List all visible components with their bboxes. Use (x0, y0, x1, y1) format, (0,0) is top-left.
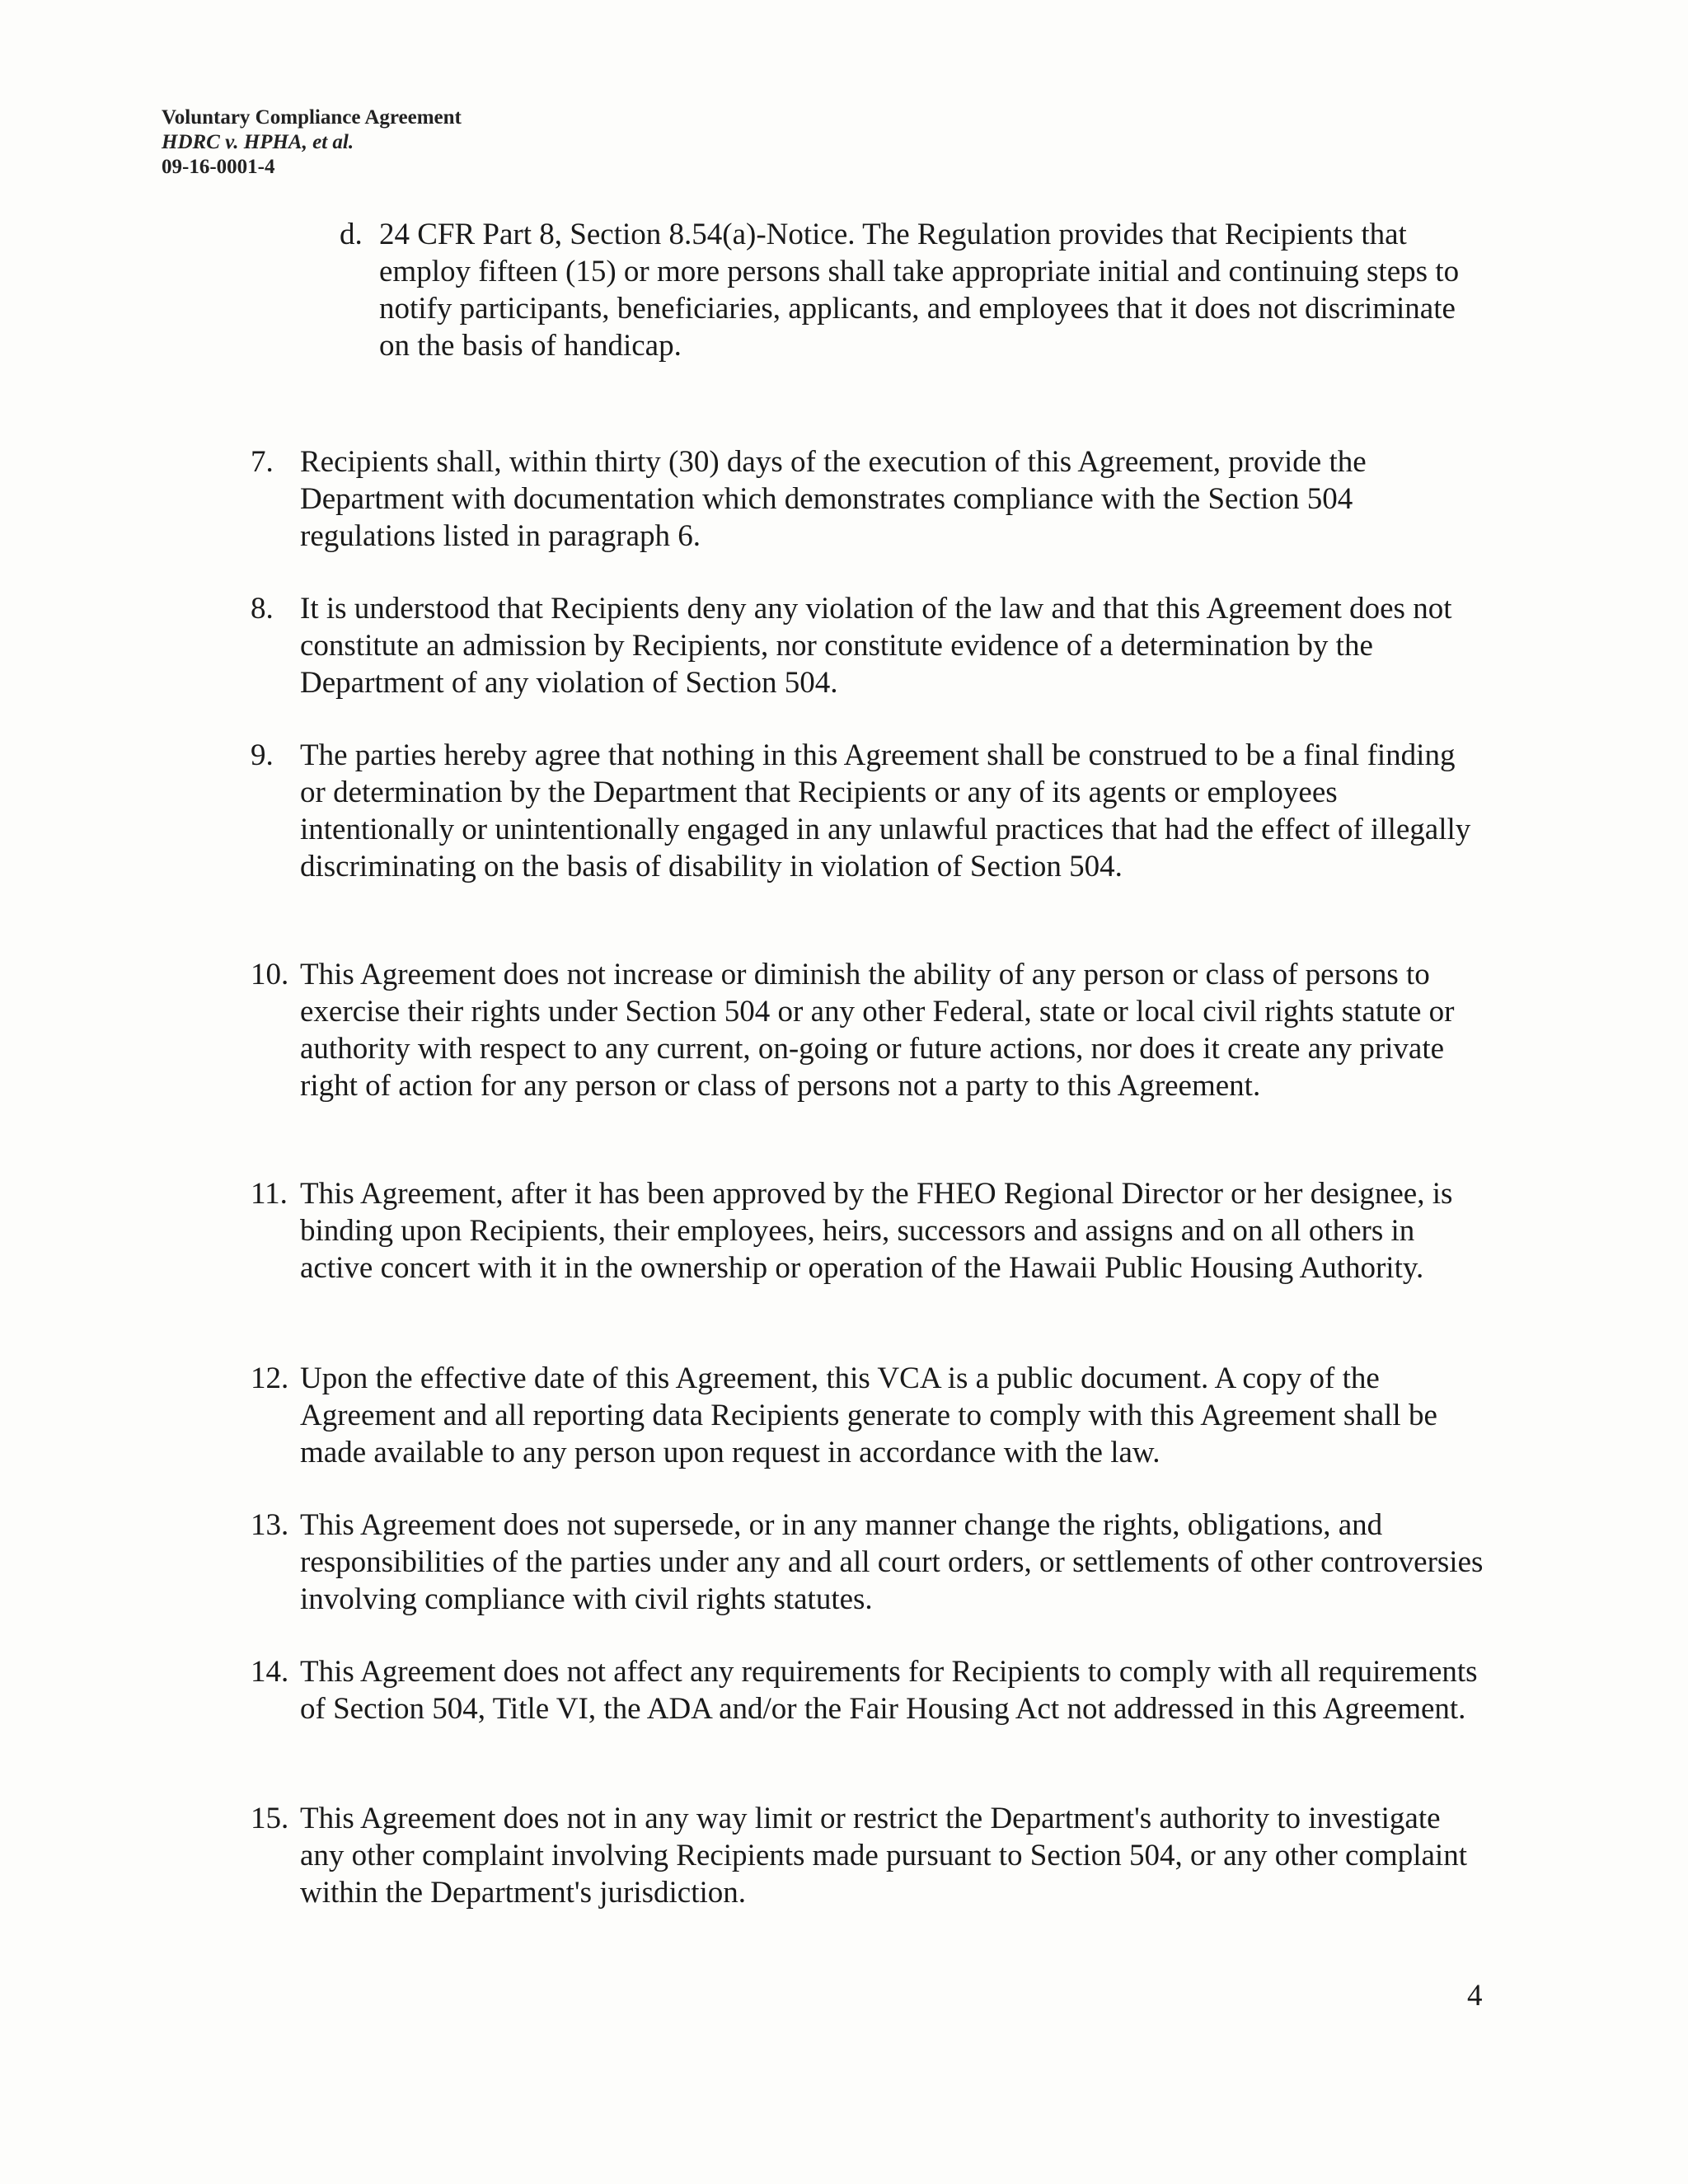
paragraph-number: 9. (251, 738, 274, 772)
paragraph-text: This Agreement does not supersede, or in any manner change the rights, obligations, and responsibilities of the parties under any and all court orders, or settlements of other controversies involving compliance with civil rights statutes. (300, 1508, 1484, 1616)
paragraph-number: 8. (251, 592, 274, 626)
paragraph-text: This Agreement does not in any way limit or restrict the Department's authority to investigate any other complaint involving Recipients made pursuant to Section 504, or any other complaint within the Department's jurisdiction. (300, 1802, 1467, 1910)
paragraph-14 (251, 1653, 1487, 1727)
paragraph-number: 15. (251, 1802, 289, 1835)
paragraph-marker: d. (340, 218, 363, 251)
paragraph-text: Upon the effective date of this Agreement, this VCA is a public document. A copy of the Agreement and all reporting data Recipients generate to comply with this Agreement shall be made available to any person upon request in accordance with the law. (300, 1361, 1437, 1469)
paragraph-9 (251, 737, 1487, 885)
document-header (162, 105, 462, 180)
paragraph-number: 10. (251, 958, 289, 991)
paragraph-number: 12. (251, 1361, 289, 1395)
paragraph-8 (251, 590, 1487, 701)
paragraph-text: This Agreement does not increase or diminish the ability of any person or class of persons to exercise their rights under Section 504 or any other Federal, state or local civil rights statute or authority with respect to any current, on-going or future actions, nor does it create any private right of action for any person or class of persons not a party to this Agreement. (300, 958, 1455, 1103)
header-case: HDRC v. HPHA, et al. (162, 131, 354, 153)
paragraph-10 (251, 956, 1487, 1104)
paragraph-12 (251, 1360, 1487, 1471)
paragraph-text: The parties hereby agree that nothing in this Agreement shall be construed to be a final finding or determination by the Department that Recipients or any of its agents or employees intentionally or unintentionally engaged in any unlawful practices that had the effect of illegally discriminating on the basis of disability in violation of Section 504. (300, 738, 1471, 883)
paragraph-text: This Agreement does not affect any requirements for Recipients to comply with all requirements of Section 504, Title VI, the ADA and/or the Fair Housing Act not addressed in this Agreement. (300, 1655, 1478, 1726)
paragraph-number: 11. (251, 1177, 288, 1211)
paragraph-6d (340, 216, 1477, 364)
page-number: 4 (1467, 1979, 1483, 2013)
paragraph-text: 24 CFR Part 8, Section 8.54(a)-Notice. The Regulation provides that Recipients that employ fifteen (15) or more persons shall take appropriate initial and continuing steps to notify participants, beneficiaries, applicants, and employees that it does not discriminate on the basis of handicap. (379, 218, 1460, 363)
paragraph-number: 13. (251, 1508, 289, 1542)
header-title: Voluntary Compliance Agreement (162, 106, 462, 129)
paragraph-7 (251, 443, 1487, 555)
paragraph-11 (251, 1175, 1487, 1286)
paragraph-13 (251, 1507, 1487, 1618)
paragraph-number: 7. (251, 445, 274, 479)
header-case-number: 09-16-0001-4 (162, 156, 275, 178)
paragraph-text: Recipients shall, within thirty (30) days of the execution of this Agreement, provide the Department with documentation which demonstrates compliance with the Section 504 regulations listed in paragraph 6. (300, 445, 1367, 553)
paragraph-text: It is understood that Recipients deny any violation of the law and that this Agreement does not constitute an admission by Recipients, nor constitute evidence of a determination by the Department of any violation of Section 504. (300, 592, 1452, 700)
paragraph-15 (251, 1800, 1487, 1911)
paragraph-text: This Agreement, after it has been approved by the FHEO Regional Director or her designee, is binding upon Recipients, their employees, heirs, successors and assigns and on all others in active concert with it in the ownership or operation of the Hawaii Public Housing Authority. (300, 1177, 1453, 1285)
paragraph-number: 14. (251, 1655, 289, 1689)
